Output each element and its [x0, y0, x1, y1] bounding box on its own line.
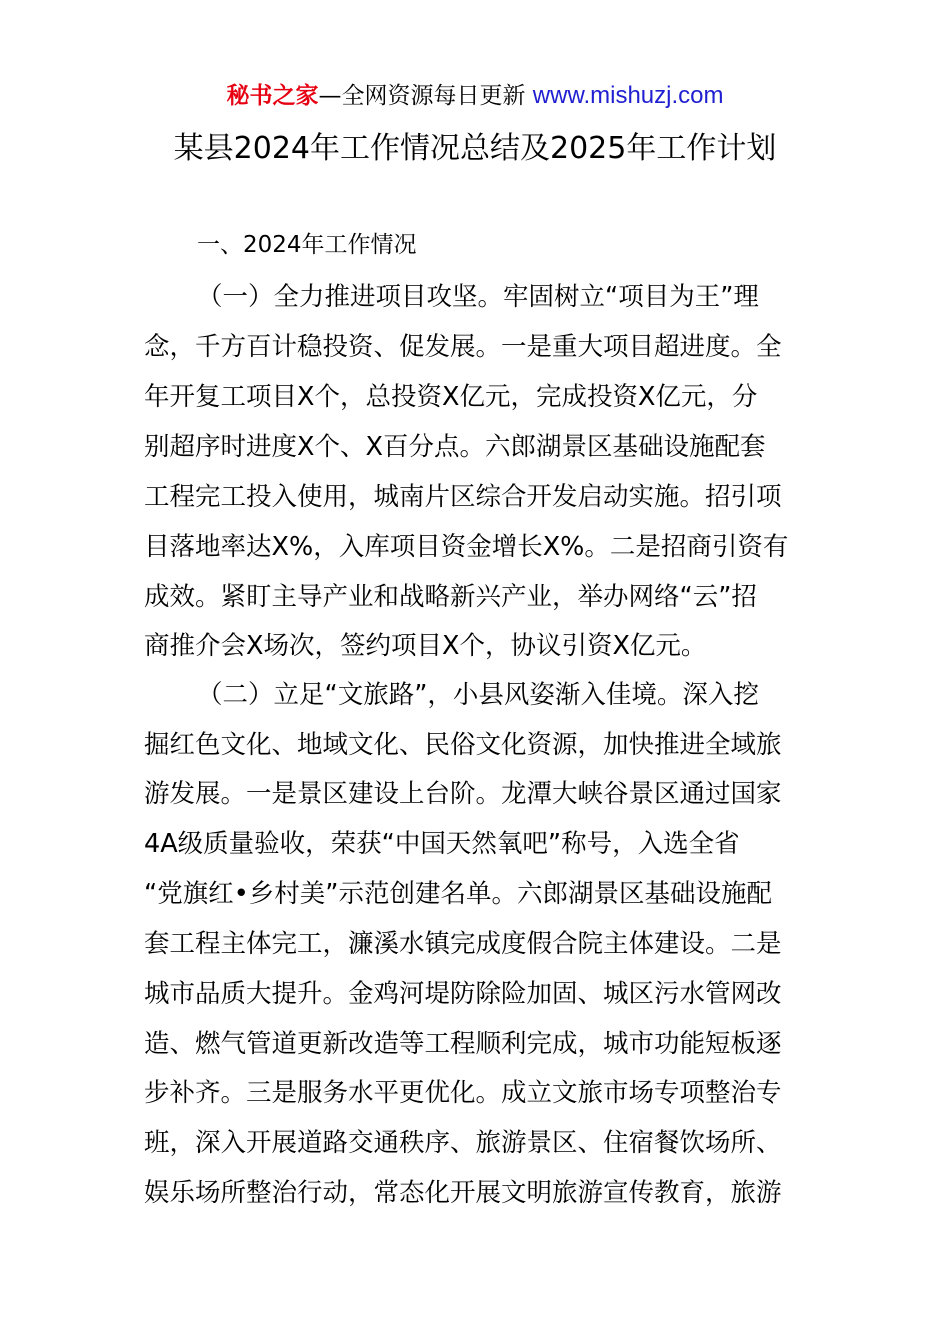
paragraph-line: “党旗红•乡村美”示范创建名单。六郎湖景区基础设施配: [144, 879, 772, 909]
site-brand: 秘书之家: [226, 83, 319, 109]
paragraph-line: 娱乐场所整治行动，常态化开展文明旅游宣传教育，旅游: [144, 1178, 782, 1208]
paragraph-line: 掘红色文化、地域文化、民俗文化资源，加快推进全域旅: [144, 730, 782, 760]
paragraph-line: 步补齐。三是服务水平更优化。成立文旅市场专项整治专: [144, 1078, 782, 1108]
paragraph-line: （二）立足“文旅路”，小县风姿渐入佳境。深入挖: [197, 680, 759, 710]
paragraph-line: 造、燃气管道更新改造等工程顺利完成，城市功能短板逐: [144, 1029, 782, 1059]
paragraph-line: 年开复工项目X个，总投资X亿元，完成投资X亿元，分: [144, 382, 758, 412]
paragraph-line: 班，深入开展道路交通秩序、旅游景区、住宿餐饮场所、: [144, 1128, 782, 1158]
paragraph-line: 4A级质量验收，荣获“中国天然氧吧”称号，入选全省: [144, 829, 740, 859]
paragraph-line: 商推介会X场次，签约项目X个，协议引资X亿元。: [144, 631, 707, 661]
paragraph-line: 城市品质大提升。金鸡河堤防除险加固、城区污水管网改: [144, 979, 782, 1009]
site-tagline: —全网资源每日更新: [318, 83, 526, 109]
paragraph-line: 游发展。一是景区建设上台阶。龙潭大峡谷景区通过国家: [144, 779, 782, 809]
site-url-link[interactable]: www.mishuzj.com: [532, 82, 724, 109]
paragraph-line: 套工程主体完工，濂溪水镇完成度假合院主体建设。二是: [144, 929, 782, 959]
paragraph-line: 工程完工投入使用，城南片区综合开发启动实施。招引项: [144, 482, 782, 512]
site-header: [0, 80, 950, 112]
section-heading: 一、2024年工作情况: [197, 232, 417, 258]
paragraph-line: 别超序时进度X个、X百分点。六郎湖景区基础设施配套: [144, 432, 766, 462]
paragraph-line: （一）全力推进项目攻坚。牢固树立“项目为王”理: [197, 282, 759, 312]
paragraph-line: 成效。紧盯主导产业和战略新兴产业，举办网络“云”招: [144, 582, 757, 612]
document-title: 某县2024年工作情况总结及2025年工作计划: [173, 131, 777, 166]
paragraph-line: 念，千方百计稳投资、促发展。一是重大项目超进度。全: [144, 332, 782, 362]
paragraph-line: 目落地率达X%，入库项目资金增长X%。二是招商引资有: [144, 532, 789, 562]
